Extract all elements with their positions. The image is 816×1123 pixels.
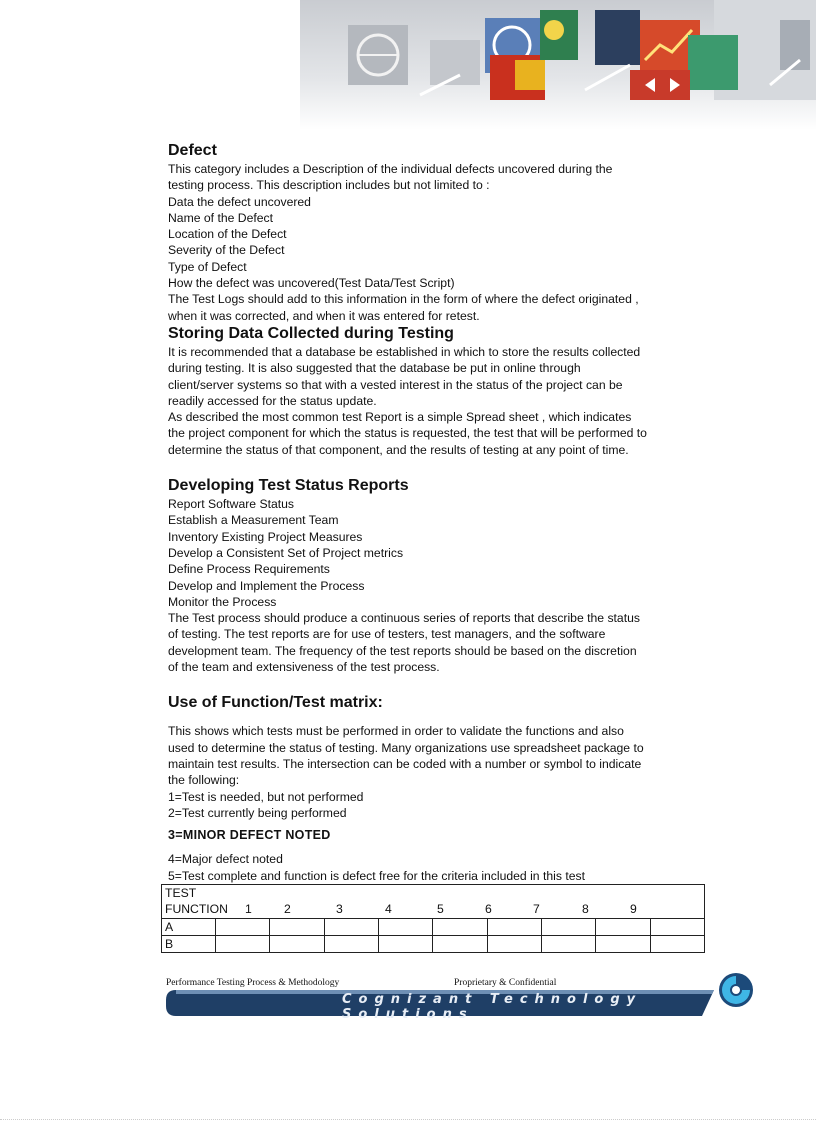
- text-line: the following:: [168, 773, 240, 788]
- text-line: How the defect was uncovered(Test Data/Test Script): [168, 276, 455, 291]
- text-line: the project component for which the status is requested, the test that will be performed to: [168, 426, 647, 441]
- column-header: 8: [582, 902, 589, 917]
- defect-heading: Defect: [168, 142, 217, 159]
- column-header: 5: [437, 902, 444, 917]
- matrix-cell: [270, 935, 324, 952]
- text-line: testing process. This description includes but not limited to :: [168, 178, 490, 193]
- text-line: Severity of the Defect: [168, 243, 285, 258]
- header-cell-test: TEST: [162, 884, 705, 901]
- column-header: 4: [385, 902, 392, 917]
- footer-left-text: Performance Testing Process & Methodology: [166, 978, 340, 988]
- matrix-cell: [216, 935, 270, 952]
- text-line: Report Software Status: [168, 497, 294, 512]
- text-line: This shows which tests must be performed in order to validate the functions and also: [168, 724, 624, 739]
- column-header: 1: [245, 902, 252, 917]
- text-line: Monitor the Process: [168, 594, 277, 609]
- text-line: Establish a Measurement Team: [168, 513, 339, 528]
- matrix-cell: [216, 918, 270, 935]
- text-line: development team. The frequency of the test reports should be based on the discretion: [168, 643, 637, 658]
- header-cell-function: [162, 901, 705, 918]
- text-line: The Test Logs should add to this information in the form of where the defect originated ,: [168, 292, 639, 307]
- matrix-cell: [324, 918, 378, 935]
- header-function-label: FUNCTION: [165, 902, 228, 917]
- column-header: 9: [630, 902, 637, 917]
- cognizant-logo-icon: [716, 970, 756, 1010]
- minor-defect-line: 3=MINOR DEFECT NOTED: [168, 828, 331, 843]
- text-line: during testing. It is also suggested that the database be put in online through: [168, 361, 581, 376]
- text-line: readily accessed for the status update.: [168, 393, 377, 408]
- page-bottom-rule: [0, 1119, 816, 1120]
- matrix-cell: [324, 935, 378, 952]
- column-header: 7: [533, 902, 540, 917]
- matrix-cell: [650, 935, 705, 952]
- function-test-matrix: [161, 884, 705, 953]
- text-line: Location of the Defect: [168, 227, 287, 242]
- text-line: Type of Defect: [168, 259, 247, 274]
- text-line: This category includes a Description of the individual defects uncovered during the: [168, 162, 613, 176]
- text-line: Data the defect uncovered: [168, 194, 311, 209]
- footer-right-text: Proprietary & Confidential: [454, 978, 557, 988]
- table-row: [162, 935, 705, 952]
- matrix-cell: [596, 935, 650, 952]
- matrix-cell: [650, 918, 705, 935]
- text-line: Name of the Defect: [168, 210, 273, 225]
- text-line: used to determine the status of testing. Many organizations use spreadsheet package to: [168, 740, 644, 755]
- matrix-heading: Use of Function/Test matrix:: [168, 694, 383, 712]
- matrix-cell: [596, 918, 650, 935]
- matrix-cell: [378, 918, 432, 935]
- text-line: maintain test results. The intersection can be coded with a number or symbol to indicate: [168, 756, 642, 771]
- matrix-cell: [487, 935, 541, 952]
- matrix-cell: [433, 935, 487, 952]
- text-line: The Test process should produce a continuous series of reports that describe the status: [168, 611, 640, 626]
- matrix-cell: [270, 918, 324, 935]
- text-line: Develop and Implement the Process: [168, 578, 365, 593]
- text-line: 2=Test currently being performed: [168, 805, 347, 820]
- text-line: 4=Major defect noted: [168, 852, 283, 867]
- text-line: determine the status of that component, and the results of testing at any point of time.: [168, 442, 629, 457]
- header-banner: [300, 0, 816, 130]
- matrix-cell: [487, 918, 541, 935]
- text-line: 5=Test complete and function is defect free for the criteria included in this test: [168, 868, 585, 883]
- banner-collage-image: [300, 0, 816, 130]
- row-label: A: [162, 918, 216, 935]
- text-line: of testing. The test reports are for use of testers, test managers, and the software: [168, 627, 606, 642]
- developing-heading: Developing Test Status Reports: [168, 477, 409, 495]
- text-line: of the team and extensiveness of the test process.: [168, 660, 440, 675]
- matrix-cell: [433, 918, 487, 935]
- text-line: client/server systems so that with a vested interest in the status of the project can be: [168, 377, 623, 392]
- row-label: B: [162, 935, 216, 952]
- column-header: 2: [284, 902, 291, 917]
- matrix-cell: [541, 935, 595, 952]
- storing-heading: Storing Data Collected during Testing: [168, 324, 454, 342]
- text-line: It is recommended that a database be established in which to store the results collected: [168, 344, 641, 359]
- text-line: Develop a Consistent Set of Project metrics: [168, 545, 404, 560]
- table-row: [162, 901, 705, 918]
- document-body: [165, 141, 708, 953]
- table-row: [162, 884, 705, 901]
- matrix-cell: [541, 918, 595, 935]
- footer-brand: Cognizant Technology Solutions: [342, 992, 643, 1022]
- text-line: Inventory Existing Project Measures: [168, 529, 363, 544]
- text-line: As described the most common test Report is a simple Spread sheet , which indicates: [168, 410, 632, 425]
- page-footer: [162, 976, 762, 1020]
- column-header: 3: [336, 902, 343, 917]
- column-header: 6: [485, 902, 492, 917]
- text-line: when it was corrected, and when it was entered for retest.: [168, 308, 480, 323]
- table-row: [162, 918, 705, 935]
- text-line: 1=Test is needed, but not performed: [168, 789, 364, 804]
- text-line: Define Process Requirements: [168, 562, 330, 577]
- matrix-cell: [378, 935, 432, 952]
